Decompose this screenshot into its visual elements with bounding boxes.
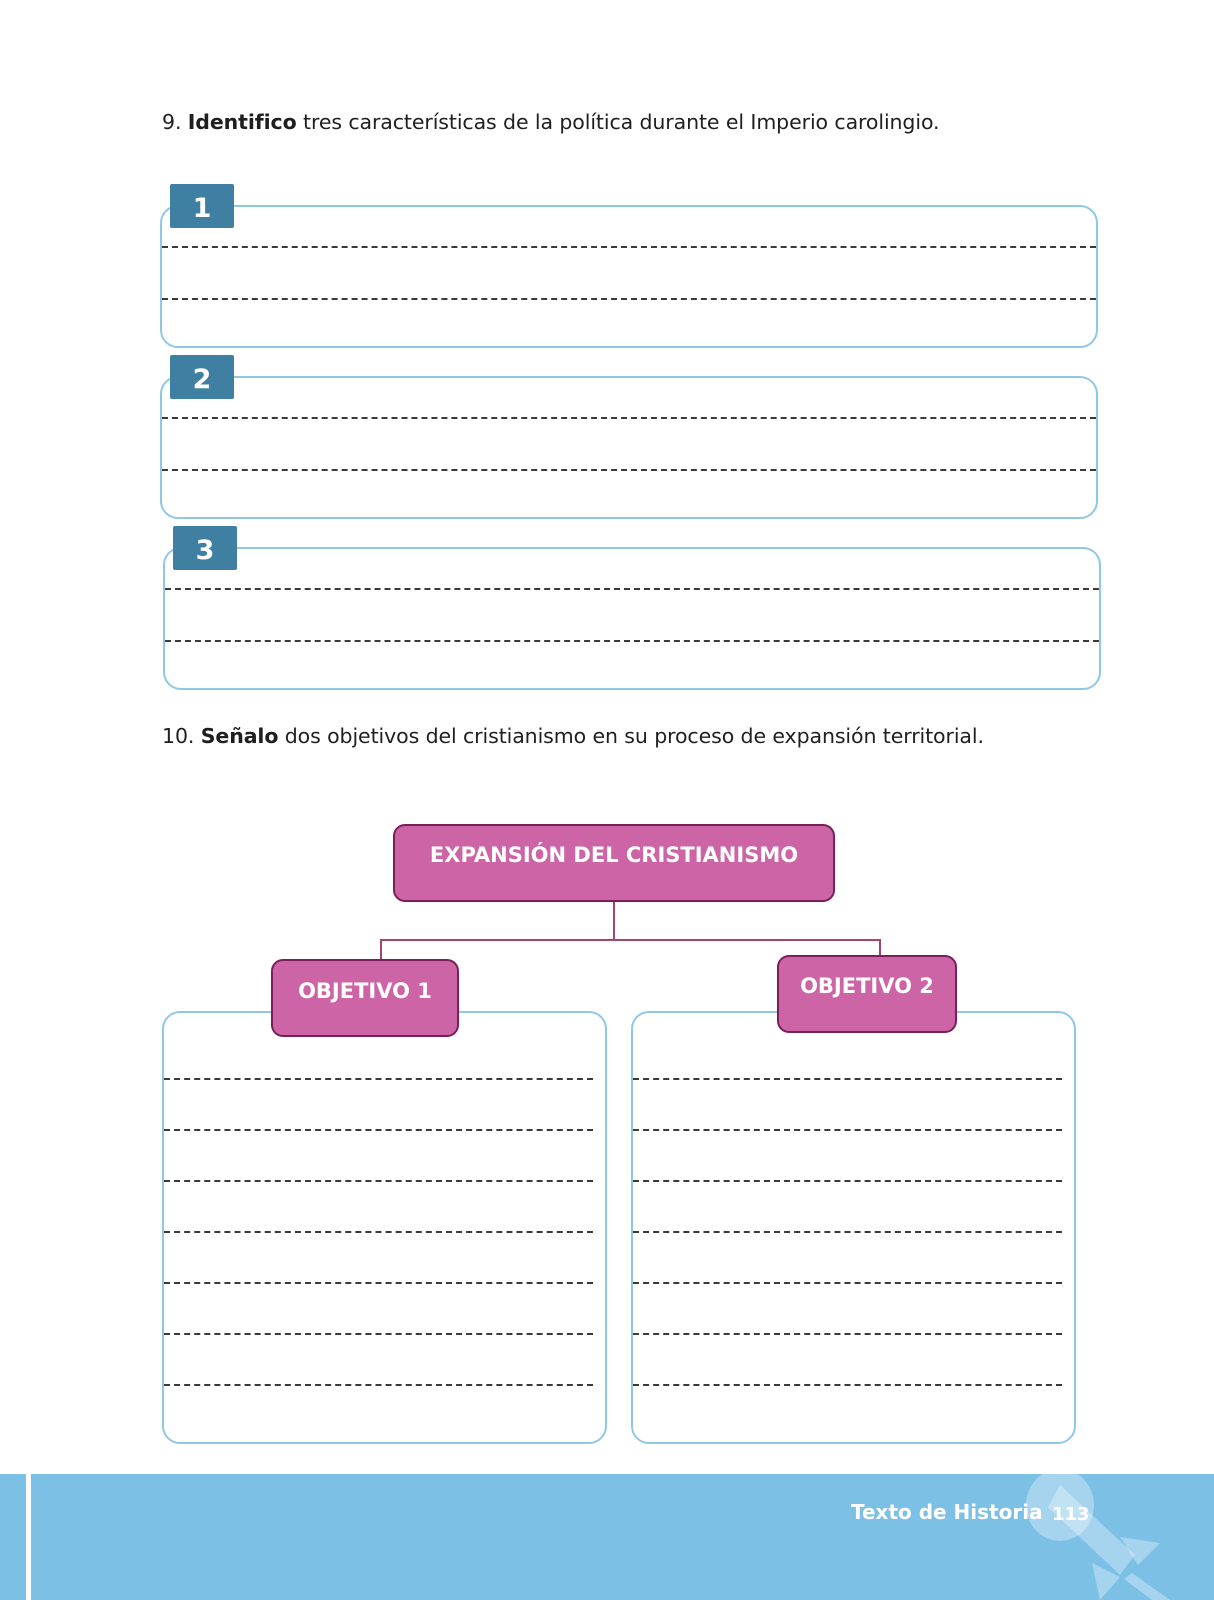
connector-line — [879, 939, 881, 955]
writing-line — [162, 298, 1096, 300]
answer-number-tab: 3 — [173, 526, 237, 570]
question-number: 9. — [162, 110, 182, 134]
answer-box-2[interactable] — [160, 376, 1098, 519]
writing-line — [164, 1231, 593, 1233]
page-number: 113 — [1052, 1504, 1090, 1525]
writing-line — [633, 1384, 1062, 1386]
objective-2-label: OBJETIVO 2 — [777, 955, 957, 1033]
writing-line — [164, 1078, 593, 1080]
question-text: tres características de la política durante el Imperio carolingio. — [296, 110, 940, 134]
book-title: Texto de Historia — [851, 1500, 1043, 1524]
writing-line — [162, 417, 1096, 419]
objective-1-box[interactable] — [162, 1011, 607, 1444]
objective-1-label: OBJETIVO 1 — [271, 959, 459, 1037]
connector-line — [380, 939, 881, 941]
writing-line — [633, 1180, 1062, 1182]
footer-stripe — [26, 1474, 31, 1600]
connector-line — [380, 939, 382, 959]
writing-line — [633, 1282, 1062, 1284]
question-9 — [162, 110, 939, 134]
writing-line — [164, 1333, 593, 1335]
writing-line — [633, 1231, 1062, 1233]
writing-line — [633, 1333, 1062, 1335]
question-verb: Identifico — [187, 110, 297, 134]
writing-line — [162, 246, 1096, 248]
answer-box-3[interactable] — [163, 547, 1101, 690]
connector-line — [613, 902, 615, 940]
question-text: dos objetivos del cristianismo en su proceso de expansión territorial. — [278, 724, 984, 748]
writing-line — [633, 1129, 1062, 1131]
writing-line — [633, 1078, 1062, 1080]
writing-line — [165, 640, 1099, 642]
writing-line — [164, 1129, 593, 1131]
answer-box-1[interactable] — [160, 205, 1098, 348]
answer-number-tab: 2 — [170, 355, 234, 399]
writing-line — [164, 1384, 593, 1386]
question-verb: Señalo — [200, 724, 279, 748]
objective-2-box[interactable] — [631, 1011, 1076, 1444]
writing-line — [165, 588, 1099, 590]
question-10 — [162, 724, 984, 748]
answer-number-tab: 1 — [170, 184, 234, 228]
question-number: 10. — [162, 724, 195, 748]
diagram-root-node: EXPANSIÓN DEL CRISTIANISMO — [393, 824, 835, 902]
writing-line — [162, 469, 1096, 471]
rocket-icon — [1020, 1465, 1180, 1600]
writing-line — [164, 1180, 593, 1182]
writing-line — [164, 1282, 593, 1284]
